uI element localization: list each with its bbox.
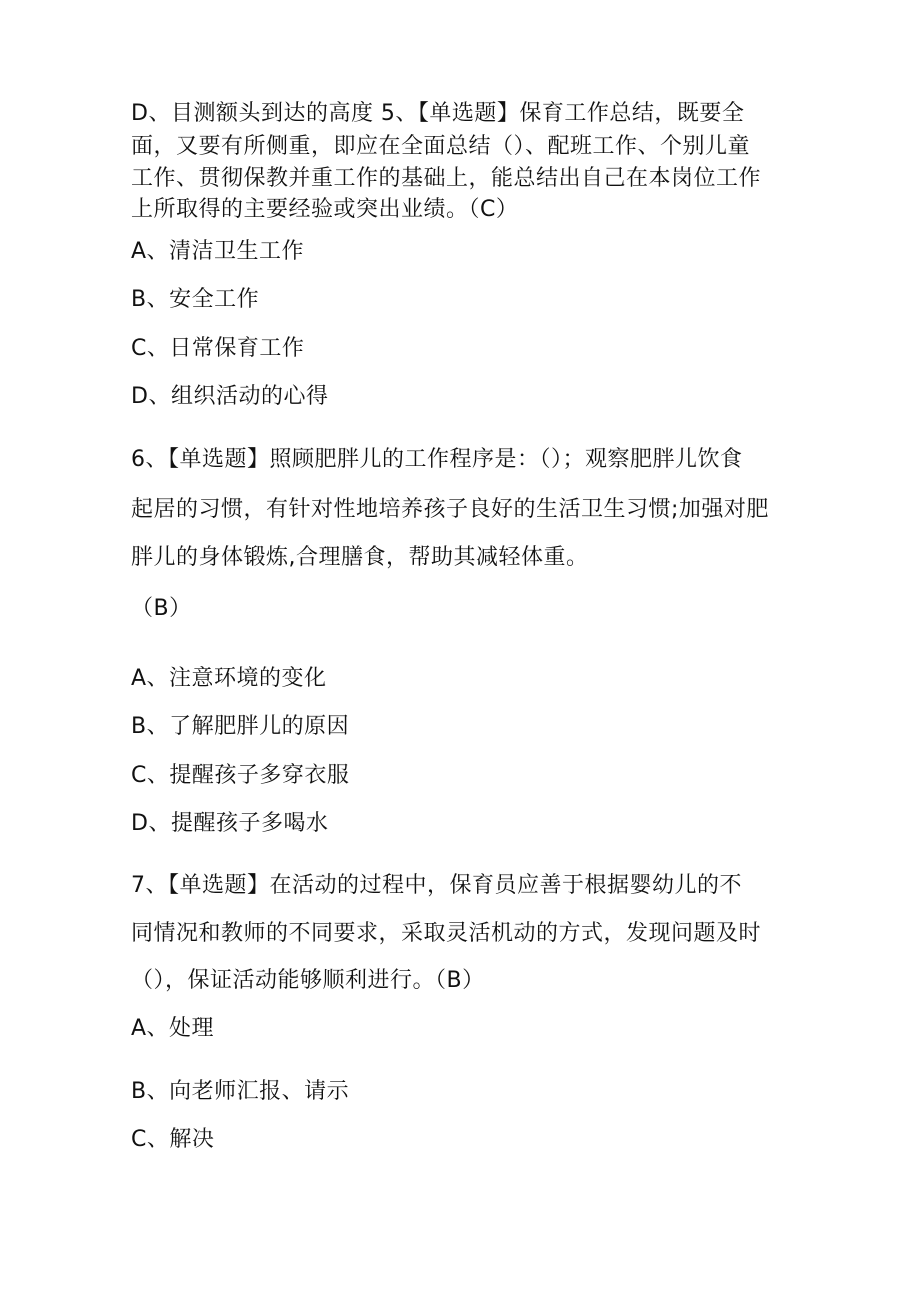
question-5-stem-line: D、目测额头到达的高度 5、【单选题】保育工作总结，既要全 — [131, 101, 745, 126]
question-5-option-d: D、组织活动的心得 — [131, 384, 329, 409]
question-7-option-a: A、处理 — [131, 1016, 215, 1041]
question-7-stem-line: 7、【单选题】在活动的过程中，保育员应善于根据婴幼儿的不 — [131, 873, 742, 898]
question-7-stem-line: （），保证活动能够顺利进行。（B） — [131, 968, 485, 993]
question-6-stem-line: 起居的习惯，有针对性地培养孩子良好的生活卫生习惯;加强对肥 — [131, 497, 769, 522]
question-7-option-c: C、解决 — [131, 1127, 215, 1152]
question-7-option-b: B、向老师汇报、请示 — [131, 1079, 350, 1104]
question-5-option-c: C、日常保育工作 — [131, 336, 305, 361]
question-6-stem-line: 胖儿的身体锻炼,合理膳食，帮助其减轻体重。 — [131, 545, 589, 570]
question-6-option-d: D、提醒孩子多喝水 — [131, 811, 329, 836]
question-6-option-c: C、提醒孩子多穿衣服 — [131, 763, 350, 788]
question-5-stem-line: 上所取得的主要经验或突出业绩。（C） — [131, 197, 519, 222]
question-6-stem-line: 6、【单选题】照顾肥胖儿的工作程序是：（）；观察肥胖儿饮食 — [131, 447, 743, 472]
question-6-option-a: A、注意环境的变化 — [131, 666, 327, 691]
question-7-stem-line: 同情况和教师的不同要求，采取灵活机动的方式，发现问题及时 — [131, 921, 762, 946]
question-5-stem-line: 工作、贯彻保教并重工作的基础上，能总结出自己在本岗位工作 — [131, 166, 762, 191]
question-6-option-b: B、了解肥胖儿的原因 — [131, 714, 350, 739]
question-5-stem-line: 面，又要有所侧重，即应在全面总结（）、配班工作、个别儿童 — [131, 134, 751, 159]
question-5-option-a: A、清洁卫生工作 — [131, 239, 305, 264]
question-6-answer: （B） — [131, 596, 192, 621]
question-5-option-b: B、安全工作 — [131, 287, 260, 312]
